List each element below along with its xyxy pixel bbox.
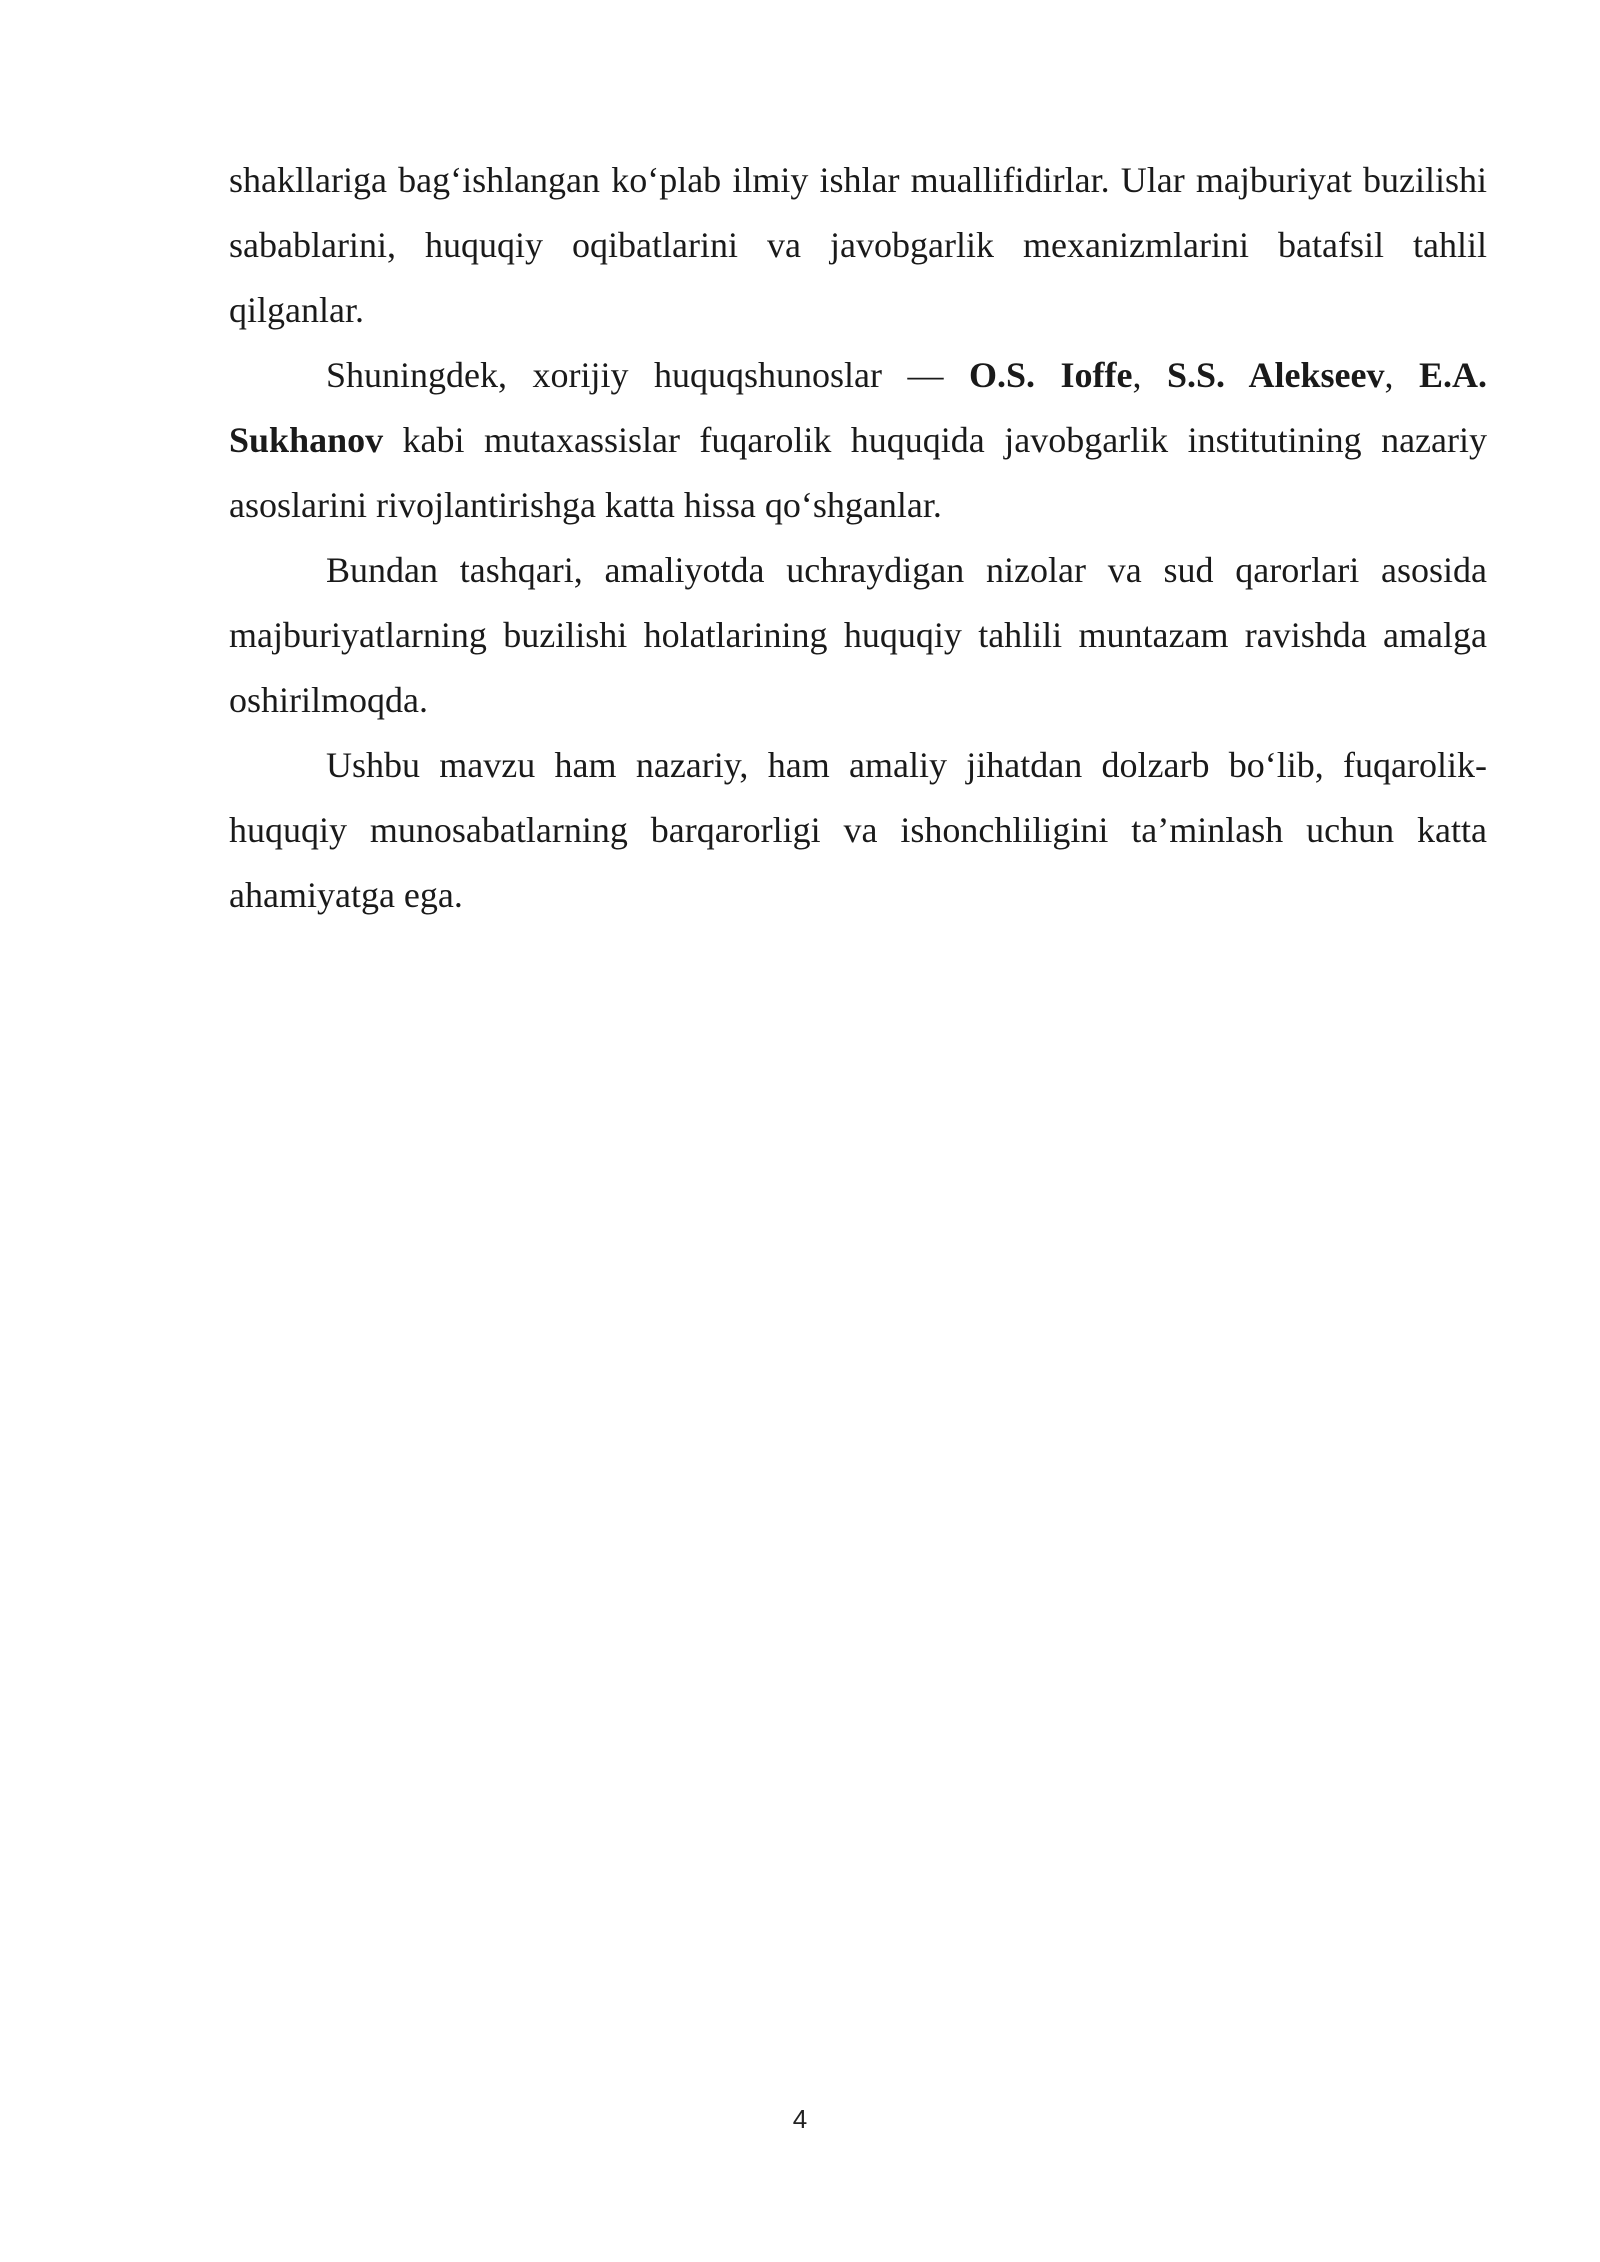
page-number: 4 [792,2104,808,2134]
bold-name: O.S. Ioffe [968,355,1133,395]
bold-name: E.A. Sukhanov [229,355,1487,460]
paragraph-2 [229,343,1487,538]
paragraph-text: Ushbu mavzu ham nazariy, ham amaliy jihatdan dolzarb bo‘lib, fuqarolik-huquqiy munosabatlarning barqarorligi va ishonchliligini ta’minlash uchun katta ahamiyatga ega. [229,745,1487,915]
bold-name: S.S. Alekseev [1166,355,1385,395]
paragraph-1 [229,148,1487,343]
paragraph-text: Shuningdek, xorijiy huquqshunoslar — [326,355,969,395]
paragraph-text: Bundan tashqari, amaliyotda uchraydigan nizolar va sud qarorlari asosida majburiyatlarning buzilishi holatlarining huquqiy tahlili muntazam ravishda amalga oshirilmoqda. [229,550,1487,720]
paragraph-text: , [1132,355,1167,395]
paragraph-text: kabi mutaxassislar fuqarolik huquqida javobgarlik institutining nazariy asoslarini rivojlantirishga katta hissa qo‘shganlar. [229,420,1487,525]
paragraph-3 [229,538,1487,733]
document-body [229,148,1487,928]
paragraph-text: shakllariga bag‘ishlangan ko‘plab ilmiy ishlar muallifidirlar. Ular majburiyat buzilishi sabablarini, huquqiy oqibatlarini va javobgarlik mexanizmlarini batafsil tahlil qilganlar. [229,160,1487,330]
paragraph-4 [229,733,1487,928]
paragraph-text: , [1384,355,1419,395]
